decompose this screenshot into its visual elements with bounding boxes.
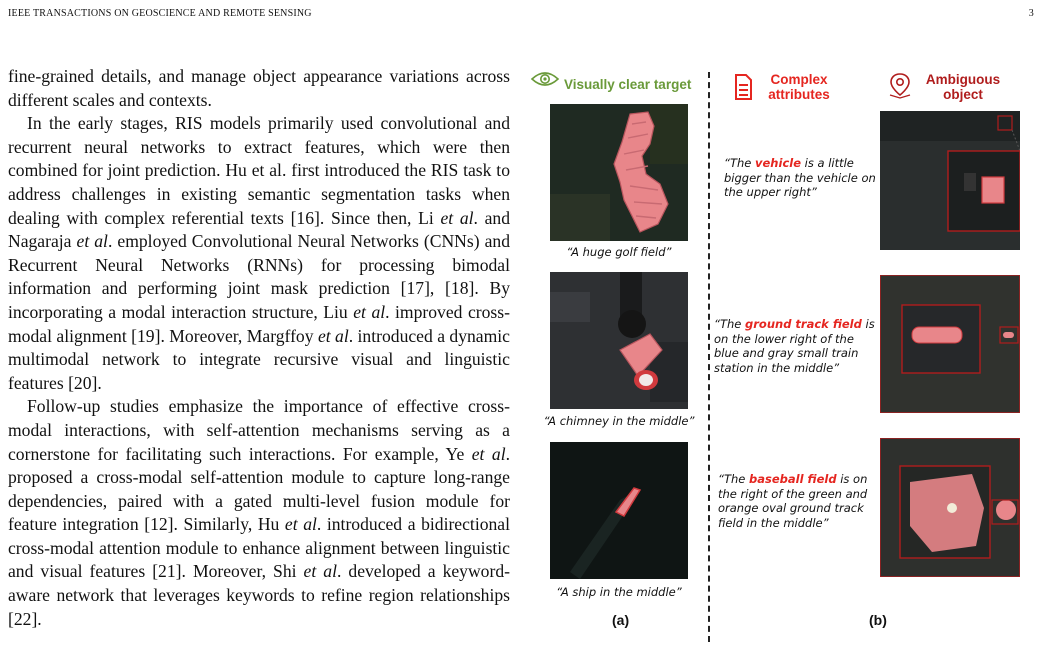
paragraph-3: Follow-up studies emphasize the importance of effective cross-modal interactions, with self-attention mechanisms serving as a cornerstone for facilitating such interactions. For example, Ye et al. proposed a cross-modal self-attention module to capture long-range dependencies, paired with a gated multi-level fusion module for feature integration [12]. Similarly, Hu et al. introduced a bidirectional cross-modal attention module to enhance alignment between linguistic and visual features [21]. Moreover, Shi et al. developed a keyword-aware network that leverages keywords to refine region relationships [22]. — [8, 396, 511, 629]
paragraph-2: In the early stages, RIS models primarily used convolutional and recurrent neural networks to extract features, which were then combined for joint prediction. Hu et al. first introduced the RIS task to address challenges in existing semantic segmentation tasks when dealing with complex referential texts [16]. Since then, Li et al. and Nagaraja et al. employed Convolutional Neural Networks (CNNs) and Recurrent Neural Networks (RNNs) for processing bimodal information and performing joint mask prediction [17], [18]. By incorporating a modal interaction structure, Liu et al. improved cross-modal alignment [19]. Moreover, Margffoy et al. introduced a dynamic multimodal network to integrate recursive visual and linguistic features [20]. — [8, 113, 511, 393]
journal-name: IEEE TRANSACTIONS ON GEOSCIENCE AND REMOTE SENSING — [8, 8, 312, 19]
eye-icon — [530, 69, 560, 89]
quote-baseball: “The baseball field is on the right of the green and orange oval ground track field in the middle” — [718, 472, 868, 530]
quote-ground-track: “The ground track field is on the lower right of the blue and gray small train station in the middle” — [714, 317, 875, 375]
page-number: 3 — [1028, 8, 1034, 19]
caption-chimney: “A chimney in the middle” — [543, 414, 695, 428]
golf-field-image — [550, 104, 688, 241]
col-a-title: Visually clear target — [564, 77, 692, 92]
quote-vehicle: “The vehicle is a little bigger than the vehicle on the upper right” — [724, 156, 876, 199]
location-pin-icon — [888, 71, 912, 99]
document-icon — [733, 73, 753, 101]
subfigure-label-a: (a) — [612, 612, 630, 628]
subfigure-label-b: (b) — [869, 612, 887, 628]
caption-golf: “A huge golf field” — [566, 245, 672, 259]
body-text — [8, 65, 510, 631]
column-divider — [708, 72, 710, 642]
chimney-image — [550, 272, 688, 409]
baseball-field-image — [880, 438, 1020, 577]
vehicle-image — [880, 111, 1020, 250]
ground-track-image — [880, 275, 1020, 413]
col-b2-title: Ambiguous object — [925, 72, 1001, 102]
figure — [528, 60, 1034, 659]
ship-image — [550, 442, 688, 579]
paragraph-1: fine-grained details, and manage object appearance variations across different scales and contexts. — [8, 66, 510, 110]
caption-ship: “A ship in the middle” — [556, 585, 682, 599]
running-header — [8, 8, 1034, 19]
col-b1-title: Complex attributes — [768, 72, 830, 102]
